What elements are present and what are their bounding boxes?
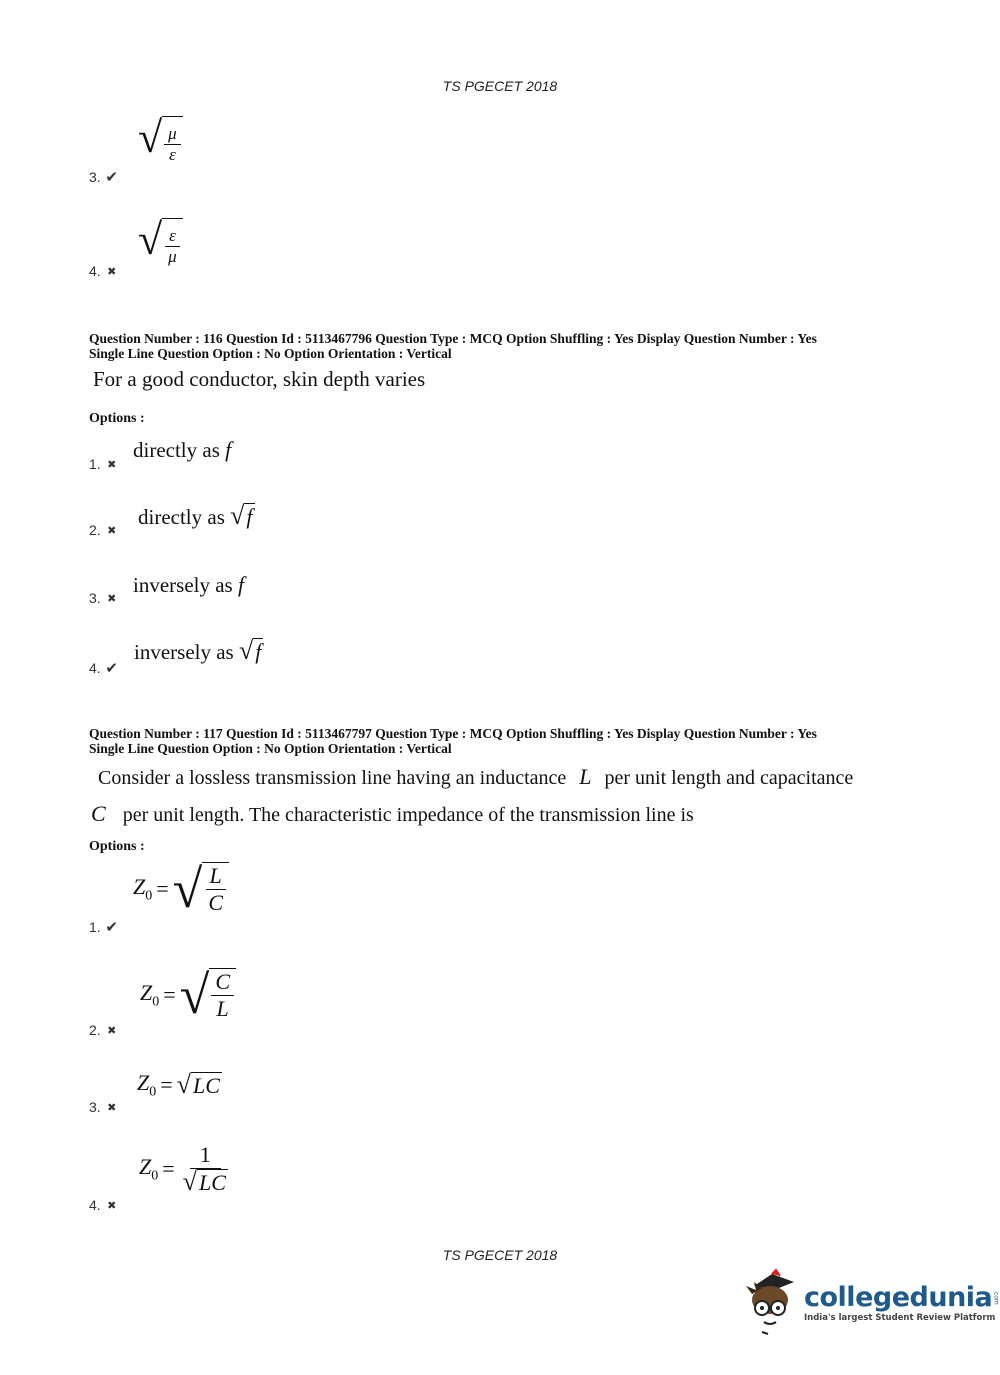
cross-icon: ✖ [107, 1024, 117, 1037]
collegedunia-logo [742, 1268, 999, 1336]
q116-option-1 [89, 456, 119, 472]
mascot-icon [742, 1268, 800, 1336]
q116-option-1-text [133, 437, 231, 463]
option-text: directly as [133, 438, 220, 462]
page-header: TS PGECET 2018 [442, 78, 558, 94]
cross-icon: ✖ [107, 265, 117, 278]
q117-meta [89, 726, 817, 756]
option-variable: f [246, 504, 253, 529]
q117-option-4 [89, 1197, 119, 1213]
question-variable: C [91, 801, 106, 826]
q117-meta-line2: Single Line Question Option : No Option Orientation : Vertical [89, 741, 452, 756]
logo-tld: .com [992, 1289, 1000, 1305]
fraction-numerator: 1 [190, 1142, 221, 1169]
q117-option-3-formula: $Z_0$ = √ LC [137, 1069, 220, 1100]
formula-subscript: 0 [152, 994, 160, 1010]
q117-option-1-formula: $Z_0$ = √ $\frac{L}{C}$ [133, 862, 229, 916]
prev-option-4-formula: √ $\frac{\varepsilon}{\mu}$ [138, 218, 183, 267]
q117-option-2-formula: $Z_0$ = √ $\frac{C}{L}$ [140, 968, 236, 1022]
question-text-part: Consider a lossless transmission line having an inductance [98, 767, 567, 789]
option-number: 1. [89, 456, 101, 472]
formula-lhs: Z [137, 1070, 150, 1095]
radicand: LC [198, 1170, 226, 1195]
check-icon: ✔ [105, 169, 118, 186]
question-text-part: per unit length. The characteristic impedance of the transmission line is [122, 804, 694, 826]
q117-text-line1 [98, 764, 853, 790]
option-variable: f [237, 572, 245, 597]
cross-icon: ✖ [107, 458, 117, 471]
option-variable: f [255, 639, 262, 664]
option-number: 3. [89, 169, 101, 185]
option-text: inversely as [133, 573, 233, 597]
q116-option-3-text [133, 572, 244, 598]
formula-subscript: 0 [151, 1168, 159, 1184]
q117-meta-line1: Question Number : 117 Question Id : 5113467797 Question Type : MCQ Option Shuffling : Yes Display Question Number : Yes [89, 726, 817, 741]
option-text: directly as [138, 505, 225, 529]
q117-options-label: Options : [89, 839, 145, 854]
q117-option-1 [89, 918, 119, 936]
formula-subscript: 0 [145, 888, 153, 904]
radicand: LC [192, 1072, 220, 1098]
option-number: 4. [89, 660, 101, 676]
formula-lhs: Z [133, 873, 146, 899]
option-number: 2. [89, 1022, 101, 1038]
q117-option-3 [89, 1099, 119, 1115]
q116-options-label: Options : [89, 411, 145, 426]
q116-meta [89, 331, 817, 361]
formula-lhs: Z [139, 1153, 152, 1179]
formula-subscript: 0 [149, 1084, 157, 1100]
q116-text: For a good conductor, skin depth varies [93, 367, 426, 391]
cross-icon: ✖ [107, 592, 117, 605]
q116-option-4 [89, 659, 119, 677]
prev-option-4 [89, 263, 119, 279]
option-variable: f [225, 437, 232, 462]
check-icon: ✔ [105, 660, 118, 677]
fraction-denominator: C [208, 890, 223, 915]
option-number: 3. [89, 1099, 101, 1115]
option-text: inversely as [134, 640, 234, 664]
fraction-numerator: L [206, 863, 226, 890]
fraction-numerator: μ [164, 124, 181, 145]
logo-tagline: India's largest Student Review Platform [804, 1312, 996, 1323]
prev-option-3-formula: √ $\frac{\mu}{\varepsilon}$ [138, 116, 183, 165]
option-number: 3. [89, 590, 101, 606]
fraction-denominator: L [216, 996, 229, 1021]
fraction-numerator: C [211, 969, 234, 996]
prev-option-3 [89, 168, 119, 186]
fraction-denominator: μ [168, 247, 177, 266]
option-number: 1. [89, 919, 101, 935]
q116-meta-line2: Single Line Question Option : No Option Orientation : Vertical [89, 346, 452, 361]
option-number: 4. [89, 1197, 101, 1213]
cross-icon: ✖ [107, 524, 117, 537]
fraction-denominator: ε [169, 145, 176, 164]
q116-option-3 [89, 590, 119, 606]
q116-option-2-text: directly as √ f [138, 501, 253, 530]
cross-icon: ✖ [107, 1199, 117, 1212]
q116-option-4-text: inversely as √ f [134, 636, 262, 665]
q117-text-line2 [91, 801, 694, 827]
question-text-part: per unit length and capacitance [604, 767, 854, 789]
page-footer-header: TS PGECET 2018 [442, 1247, 558, 1263]
q116-option-2 [89, 522, 119, 538]
option-number: 2. [89, 522, 101, 538]
q117-option-4-formula: $Z_0$ = 1 √ LC [139, 1142, 226, 1196]
q116-meta-line1: Question Number : 116 Question Id : 5113467796 Question Type : MCQ Option Shuffling : Yes Display Question Number : Yes [89, 331, 817, 346]
q117-option-2 [89, 1022, 119, 1038]
question-variable: L [579, 764, 592, 789]
cross-icon: ✖ [107, 1101, 117, 1114]
logo-name: collegedunia [804, 1281, 993, 1313]
formula-lhs: Z [140, 979, 153, 1005]
option-number: 4. [89, 263, 101, 279]
fraction-numerator: ε [165, 226, 180, 247]
check-icon: ✔ [105, 919, 118, 936]
